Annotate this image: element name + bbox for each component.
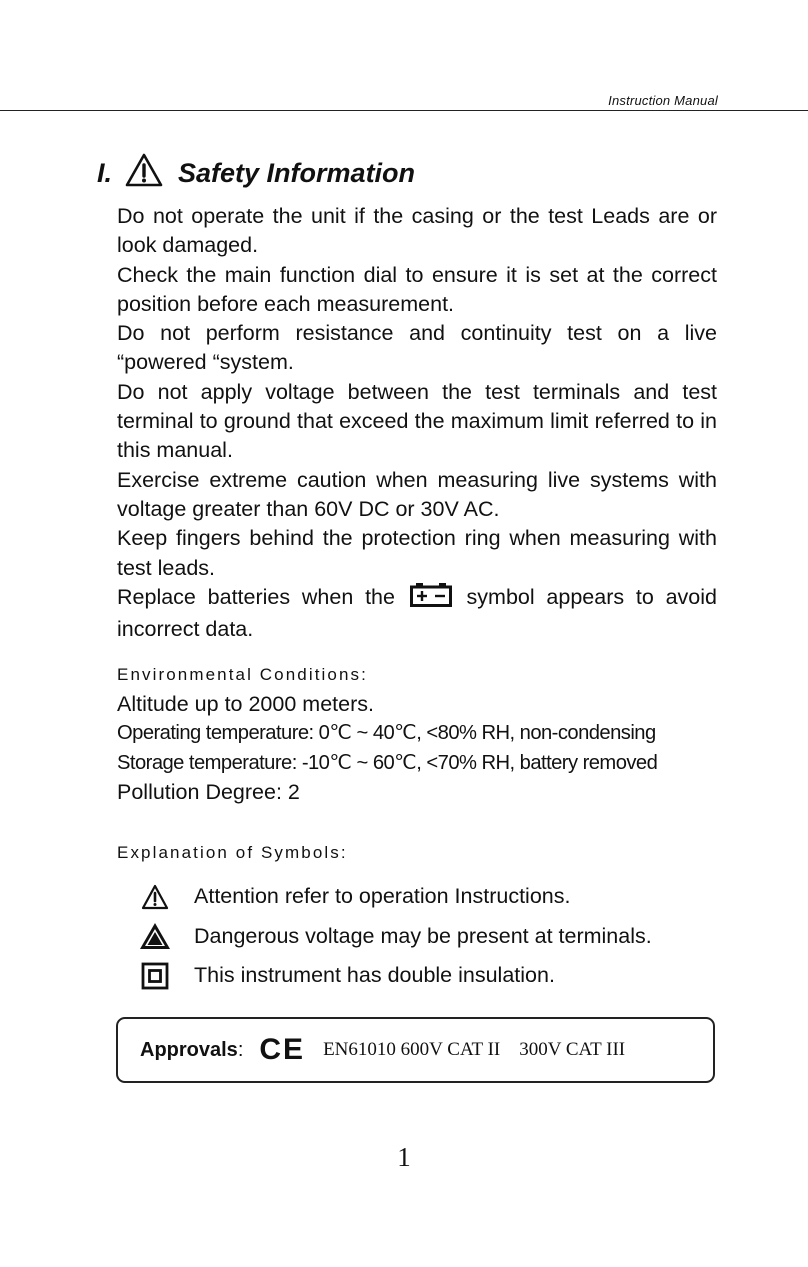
section-heading: Safety Information — [178, 158, 416, 188]
symbols-section — [117, 843, 737, 996]
approvals-label: Approvals — [140, 1038, 238, 1061]
environment-heading: Environmental Conditions: — [117, 665, 368, 684]
header-title: Instruction Manual — [608, 93, 718, 108]
altitude-text: Altitude up to 2000 meters. — [117, 692, 374, 716]
approvals-standard: EN61010 600V CAT II 300V CAT III — [323, 1039, 626, 1060]
safety-paragraph: Do not apply voltage between the test terminals and test terminal to ground that exceed the maximum limit referred to in this manual. — [117, 379, 717, 463]
battery-icon — [410, 583, 452, 615]
symbol-row — [117, 877, 737, 917]
operating-temperature-text: Operating temperature: 0℃ ~ 40℃, <80% RH, non-condensing — [117, 722, 656, 745]
double-insulation-icon — [135, 962, 175, 990]
safety-paragraph: Do not perform resistance and continuity test on a live “powered “system. — [117, 321, 717, 375]
safety-paragraph: Check the main function dial to ensure it is set at the correct position before each measurement. — [117, 262, 717, 316]
symbol-description: This instrument has double insulation. — [194, 963, 555, 988]
battery-paragraph — [117, 583, 717, 645]
approvals-box — [116, 1017, 715, 1083]
symbols-heading: Explanation of Symbols: — [117, 843, 348, 862]
attention-triangle-icon — [135, 884, 175, 910]
symbol-row — [117, 917, 737, 957]
symbol-description: Attention refer to operation Instructions. — [194, 884, 571, 909]
danger-voltage-triangle-icon — [135, 922, 175, 950]
section-number: I. — [97, 158, 113, 188]
safety-paragraph: Exercise extreme caution when measuring live systems with voltage greater than 60V DC or 30V AC. — [117, 467, 717, 521]
battery-text-after: symbol appears to avoid incorrect data. — [117, 584, 717, 642]
pollution-degree-text: Pollution Degree: 2 — [117, 779, 300, 804]
section-title — [97, 152, 415, 195]
safety-list — [117, 202, 717, 644]
symbol-row — [117, 956, 737, 996]
ce-mark: CE — [259, 1033, 306, 1066]
battery-text-before: Replace batteries when the — [117, 584, 395, 609]
symbol-description: Dangerous voltage may be present at terminals. — [194, 923, 652, 948]
warning-triangle-icon — [124, 152, 178, 195]
storage-temperature-text: Storage temperature: -10℃ ~ 60℃, <70% RH, battery removed — [117, 751, 658, 774]
page-header — [0, 0, 808, 111]
approvals-colon: : — [237, 1038, 244, 1061]
safety-paragraph: Keep fingers behind the protection ring when measuring with test leads. — [117, 526, 717, 580]
environment-section — [117, 665, 737, 807]
page-number: 1 — [397, 1142, 411, 1172]
safety-paragraph: Do not operate the unit if the casing or the test Leads are or look damaged. — [117, 204, 717, 258]
